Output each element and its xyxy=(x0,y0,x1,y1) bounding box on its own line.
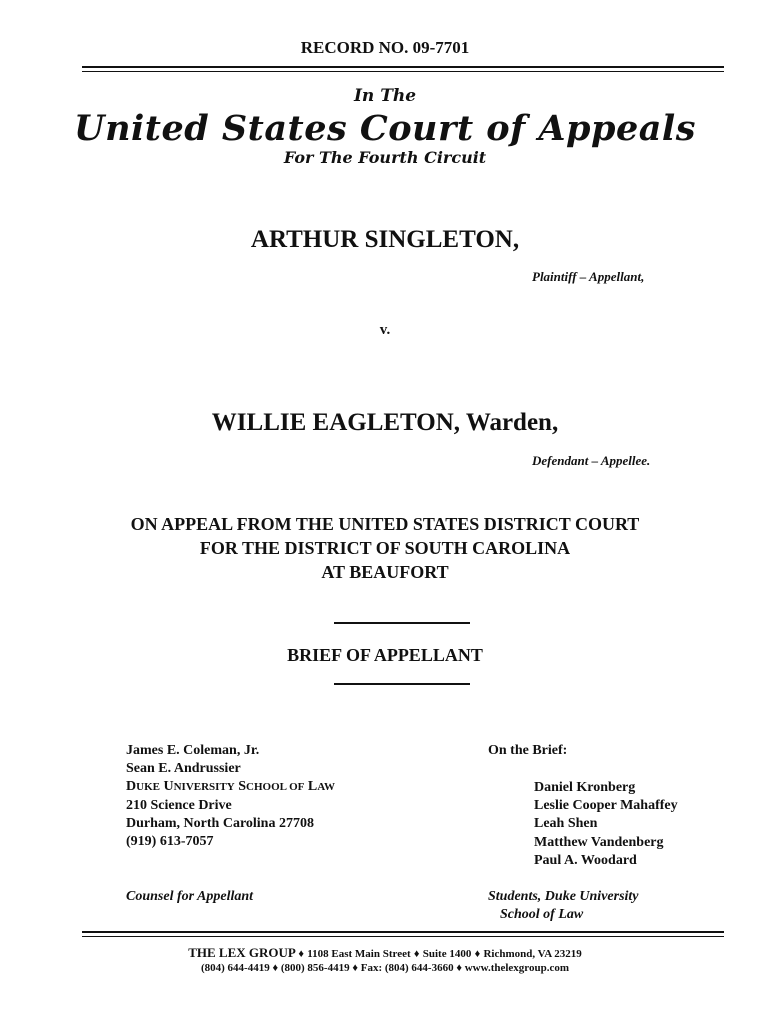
student-name: Paul A. Woodard xyxy=(534,852,637,868)
brief-rule-bottom xyxy=(334,683,470,685)
versus: v. xyxy=(379,322,391,338)
brief-title: BRIEF OF APPELLANT xyxy=(287,645,483,665)
footer-contact: (804) 644-4419 ♦ (800) 856-4419 ♦ Fax: (804) 644-3660 ♦ www.thelexgroup.com xyxy=(200,962,570,974)
students-label: Students, Duke University School of Law xyxy=(488,889,639,923)
plaintiff-role: Plaintiff – Appellant, xyxy=(532,269,645,284)
footer-website: www.thelexgroup.com xyxy=(464,962,570,974)
counsel-name: James E. Coleman, Jr. xyxy=(126,743,260,758)
counsel-phone: (919) 613-7057 xyxy=(126,834,214,850)
counsel-school: DUKE UNIVERSITY SCHOOL OF LAW xyxy=(126,779,335,795)
footer-address: THE LEX GROUP ♦ 1108 East Main Street ♦ Suite 1400 ♦ Richmond, VA 23219 xyxy=(188,945,582,960)
footer-rule-thin xyxy=(82,936,724,937)
header-rule-thick xyxy=(82,66,724,68)
appeal-line: FOR THE DISTRICT OF SOUTH CAROLINA xyxy=(199,538,571,558)
record-number: RECORD NO. 09-7701 xyxy=(300,38,470,57)
in-the: In The xyxy=(353,86,417,106)
student-name: Matthew Vandenberg xyxy=(534,834,664,850)
student-name: Leslie Cooper Mahaffey xyxy=(534,798,678,814)
brief-rule-top xyxy=(334,622,470,624)
circuit-name: For The Fourth Circuit xyxy=(283,148,487,167)
counsel-address: Durham, North Carolina 27708 xyxy=(126,815,314,831)
appeal-line: ON APPEAL FROM THE UNITED STATES DISTRICT COURT xyxy=(130,514,640,534)
appeal-statement xyxy=(0,512,770,584)
counsel-label: Counsel for Appellant xyxy=(126,889,254,904)
on-brief-heading: On the Brief: xyxy=(488,743,568,758)
plaintiff-name: ARTHUR SINGLETON, xyxy=(250,226,520,253)
counsel-block xyxy=(126,742,456,851)
defendant-role: Defendant – Appellee. xyxy=(532,453,651,468)
court-name: United States Court of Appeals xyxy=(74,108,696,149)
student-name: Leah Shen xyxy=(534,816,598,832)
footer-rule-thick xyxy=(82,931,724,933)
students-list xyxy=(534,779,678,870)
footer-company: THE LEX GROUP xyxy=(188,945,296,960)
counsel-name: Sean E. Andrussier xyxy=(126,761,241,777)
header-rule-thin xyxy=(82,71,724,72)
counsel-address: 210 Science Drive xyxy=(126,797,232,813)
appeal-line: AT BEAUFORT xyxy=(321,562,449,582)
student-name: Daniel Kronberg xyxy=(534,780,636,795)
defendant-name: WILLIE EAGLETON, Warden, xyxy=(211,409,559,436)
